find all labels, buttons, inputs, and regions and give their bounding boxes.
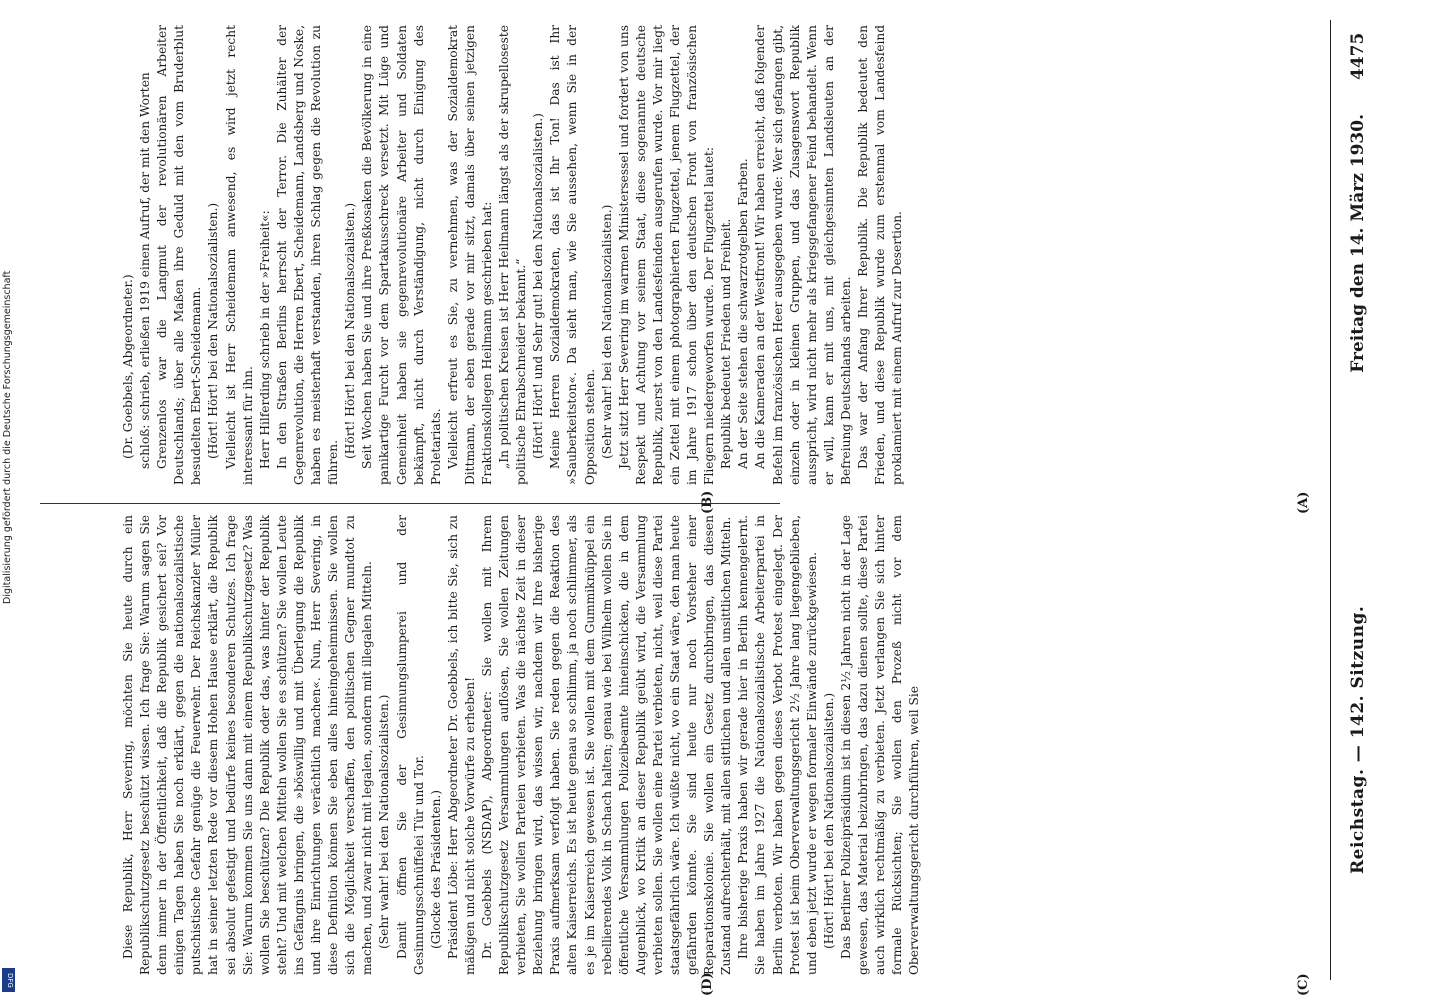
left-column-paragraph: An der Seite stehen die schwarzrotgelben Farben.: [736, 158, 751, 469]
header-right: Freitag den 14. März 1930.: [1348, 114, 1368, 373]
left-column-paragraph: schloß: schrieb, erließen 1919 einen Aufruf, der mit den Worten: [138, 72, 153, 469]
left-column-paragraph: Vielleicht erfreut es Sie, zu vernehmen, was der Sozialdemokrat Dittmann, der eben gerade vor mir sitzt, damals über seinen jetzigen Fraktionskollegen Heilmann geschrieben hat:: [445, 25, 494, 485]
margin-mark-d: (D): [700, 972, 715, 996]
left-column-paragraph: (Hört! Hört! bei den Nationalsozialisten.): [206, 202, 221, 459]
left-column-paragraph: (Hört! Hört! bei den Nationalsozialisten.): [343, 202, 358, 459]
digitization-notice: Digitalisierung gefördert durch die Deutsche Forschungsgemeinschaft: [2, 270, 13, 604]
left-column-paragraph: In den Straßen Berlins herrscht der Terror. Die Zuhälter der Gegenrevolution, die Herren Ebert, Scheidemann, Landsberg und Noske, haben es meisterhaft verstanden, ihren Schlag gegen die Revolution zu führen.: [274, 25, 341, 485]
page-number: 4475: [1348, 32, 1368, 80]
left-column-paragraph: Herr Hilferding schrieb in der »Freiheit«:: [257, 210, 272, 469]
left-column-paragraph: (Sehr wahr! bei den Nationalsozialisten.): [599, 204, 614, 459]
right-column-paragraph: (Glocke des Präsidenten.): [428, 789, 443, 949]
header-left: Reichstag. — 142. Sitzung.: [1348, 605, 1368, 874]
left-column-paragraph: „In politischen Kreisen ist Herr Heilmann längst als der skrupelloseste politische Ehrabschneider bekannt.“: [497, 25, 529, 485]
right-text-column: [120, 515, 923, 975]
left-column-paragraph: (Hört! Hört! und Sehr gut! bei den Nationalsozialisten.): [531, 113, 546, 459]
left-column-paragraph: Das war der Anfang Ihrer Republik. Die Republik bedeutet den Frieden, und diese Republik wurde zum erstenmal vom Landesfeind proklamiert mit einem Aufruf zur Desertion.: [856, 25, 905, 485]
margin-mark-a: (A): [1296, 491, 1311, 514]
margin-mark-c: (C): [1296, 973, 1311, 996]
right-column-paragraph: Damit öffnen Sie der Gesinnungslumperei und der Gesinnungsschnüffelei Tür und Tor.: [394, 515, 426, 975]
left-column-paragraph: Jetzt sitzt Herr Severing im warmen Ministersessel und fordert von uns Respekt und Achtung vor seinem Staat, diese sogenannte deutsche Republik, zuerst von den Landesfeinden ausgerufen wurde. Vor mir liegt ein Zettel mit einem photographierten Flugzettel, jenem Flugzettel, der im Jahre 1917 schon über den deutschen Front von französischen Fliegern niedergeworfen wurde. Der Flugzettel lautet:: [616, 25, 717, 485]
dfg-logo-icon: DFG: [2, 968, 15, 992]
left-column-paragraph: Meine Herren Sozialdemokraten, das ist Ihr Ton! Das ist Ihr »Sauberkeitston«. Da sieht man, wie Sie aussehen, wenn Sie in der Opposition stehen.: [548, 25, 597, 485]
right-column-paragraph: Diese Republik, Herr Severing, möchten Sie heute durch ein Republikschutzgesetz beschützt wissen. Ich frage Sie: Warum sagen Sie denn immer in der Öffentlichkeit, daß die Republik gesichert sei? Vor einigen Tagen haben Sie noch erklärt, gegen die nationalsozialistische putschistische Gefahr genüge die Feuerwehr. Der Reichskanzler Müller hat in seiner letzten Rede vor diesem Hohen Hause erklärt, die Republik sei absolut gefestigt und bedürfe keines besonderen Schutzes. Ich frage Sie: Warum kommen Sie uns dann mit einem Republikschutzgesetz? Was wollen Sie beschützen? Die Republik oder das, was hinter der Republik steht? Und mit welchen Mitteln wollen Sie es schützen? Sie wollen Leute ins Gefängnis bringen, die »böswillig und mit Überlegung die Republik und ihre Einrichtungen verächtlich machen«. Nun, Herr Severing, in diese Definition können Sie eben alles hineingeheimnissen. Sie wollen sich die Möglichkeit verschaffen, den politischen Gegner mundtot zu machen, und zwar nicht mit legalen, sondern mit illegalen Mitteln.: [121, 515, 375, 975]
right-column-paragraph: Dr. Goebbels (NSDAP), Abgeordneter: Sie wollen mit Ihrem Republikschutzgesetz Versammlungen auflösen, Sie wollen Zeitungen verbieten, Sie wollen Parteien verbieten. Was die nächste Zeit in dieser Beziehung bringen wird, das wissen wir, nachdem wir Ihre bisherige Praxis aufmerksam verfolgt haben. Sie reden gegen die Reaktion des alten Kaiserreichs. Es ist heute genau so schlimm, ja noch schlimmer, als es je im Kaiserreich gewesen ist. Sie wollen mit dem Gummiknüppel ein rebellierendes Volk in Schach halten; genau wie bei Wilhelm wollen Sie in öffentliche Versammlungen Polizeibeamte hineinschicken, die in dem Augenblick, wo Kritik an dieser Republik geübt wird, die Versammlung verbieten sollen. Sie wollen eine Partei verbieten, nicht, weil diese Partei staatsgefährlich wäre. Ich wüßte nicht, wo ein Staat wäre, den man heute gefährden könnte. Sie sind heute nur noch Vorsteher einer Reparationskolonie. Sie wollen ein Gesetz durchbringen, das diesen Zustand aufrechterhält, mit allen sittlichen und allen unsittlichen Mitteln.: [479, 515, 734, 975]
left-column-paragraph: Seit Wochen haben Sie und ihre Preßkosaken die Bevölkerung in eine panikartige Furcht vor dem Spartakusschreck versetzt. Mit Lüge und Gemeinheit haben sie gegenrevolutionäre Arbeiter und Soldaten bekämpft, nicht durch Verständigung, nicht durch Einigung des Proletariats.: [360, 25, 443, 485]
margin-mark-b: (B): [700, 490, 715, 514]
left-column-paragraph: Vielleicht ist Herr Scheidemann anwesend, es wird jetzt recht interessant für ihn.: [223, 25, 255, 485]
right-column-paragraph: (Sehr wahr! bei den Nationalsozialisten.): [377, 694, 392, 949]
left-column-paragraph: Grenzenlos war die Langmut der revolutionären Arbeiter Deutschlands; über alle Maßen ihre Geduld mit den vom Bruderblut besudelten Ebert-Scheidemann.: [155, 25, 204, 485]
right-column-paragraph: Ihre bisherige Praxis haben wir gerade hier in Berlin kennengelernt. Sie haben im Jahre 1927 die Nationalsozialistische Arbeiterpartei in Berlin verboten. Wir haben gegen dieses Verbot Protest eingelegt. Der Protest ist beim Oberverwaltungsgericht 2½ Jahre lang liegengeblieben, und eben jetzt wurde er wegen formaler Einwände zurückgewiesen.: [736, 515, 819, 975]
left-text-column: [120, 25, 906, 485]
right-column-paragraph: Präsident Löbe: Herr Abgeordneter Dr. Goebbels, ich bitte Sie, sich zu mäßigen und nicht solche Vorwürfe zu erheben!: [445, 515, 477, 975]
left-column-paragraph: (Dr. Goebbels, Abgeordneter.): [121, 274, 135, 459]
left-column-paragraph: An die Kameraden an der Westfront! Wir haben erreicht, daß folgender Befehl im französischen Heer ausgegeben wurde: Wer sich gefangen gibt, einzeln oder in kleinen Gruppen, und das Zusagenswort Republik ausspricht, wird nicht mehr als kriegsgefangener Feind behandelt. Wenn er will, kann er mit uns, mit gleichgesinnten Landsleuten an der Befreiung Deutschlands arbeiten.: [753, 25, 853, 485]
right-column-paragraph: (Hört! Hört! bei den Nationalsozialisten.): [821, 692, 836, 949]
right-column-paragraph: Das Berliner Polizeipräsidium ist in diesen 2½ Jahren nicht in der Lage gewesen, das Material beizubringen, das dazu dienen sollte, diese Partei auch wirklich rechtmäßig zu verbieten. Jetzt verlangen Sie sich hinter formale Rücksichten; Sie wollen den Prozeß nicht vor dem Oberverwaltungsgericht durchführen, weil Sie: [838, 515, 922, 975]
left-column-paragraph: Republik bedeutet Frieden und Freiheit.: [719, 218, 734, 469]
